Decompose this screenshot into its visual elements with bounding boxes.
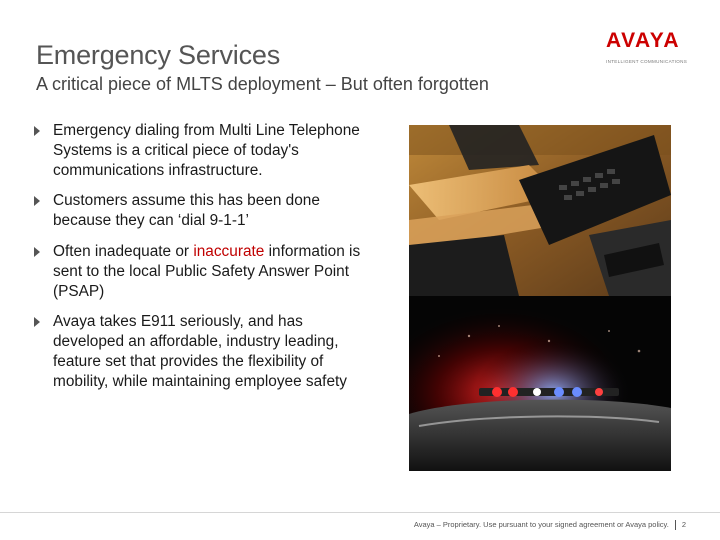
- bullet-text: Emergency dialing from Multi Line Telephone Systems is a critical piece of today's communications infrastructure.: [53, 122, 360, 179]
- avaya-logo: [606, 30, 686, 64]
- bullet-text-pre: Often inadequate or: [53, 242, 194, 260]
- bullet-arrow-icon: [34, 196, 40, 206]
- bullet-arrow-icon: [34, 247, 40, 257]
- footer: [414, 520, 686, 530]
- bullet-item: [34, 312, 364, 391]
- slide-title: Emergency Services: [36, 40, 280, 70]
- bullet-arrow-icon: [34, 317, 40, 327]
- bullet-list: [34, 121, 364, 403]
- police-car-photo: [409, 296, 671, 471]
- bullet-item: [34, 242, 364, 301]
- bullet-arrow-icon: [34, 126, 40, 136]
- slide-subtitle: A critical piece of MLTS deployment – But often forgotten: [36, 74, 489, 94]
- bullet-item: [34, 121, 364, 180]
- dispatcher-photo: [409, 125, 671, 296]
- footer-text: Avaya – Proprietary. Use pursuant to your signed agreement or Avaya policy.: [413, 520, 669, 529]
- highlight-word: inaccurate: [193, 242, 265, 260]
- bullet-item: [34, 191, 364, 231]
- bullet-text: Customers assume this has been done because they can ‘dial 9-1-1’: [53, 192, 320, 230]
- logo-wordmark: AVAYA: [606, 29, 681, 52]
- logo-tagline: INTELLIGENT COMMUNICATIONS: [606, 59, 688, 64]
- bullet-text-post: information is sent to the local Public Safety Answer Point (PSAP): [53, 242, 361, 300]
- footer-divider: [0, 512, 720, 513]
- page-number: 2: [681, 520, 686, 529]
- footer-separator: [675, 520, 676, 530]
- bullet-text: Avaya takes E911 seriously, and has developed an affordable, industry leading, feature set that provides the flexibility of mobility, while maintaining employee safety: [53, 313, 347, 390]
